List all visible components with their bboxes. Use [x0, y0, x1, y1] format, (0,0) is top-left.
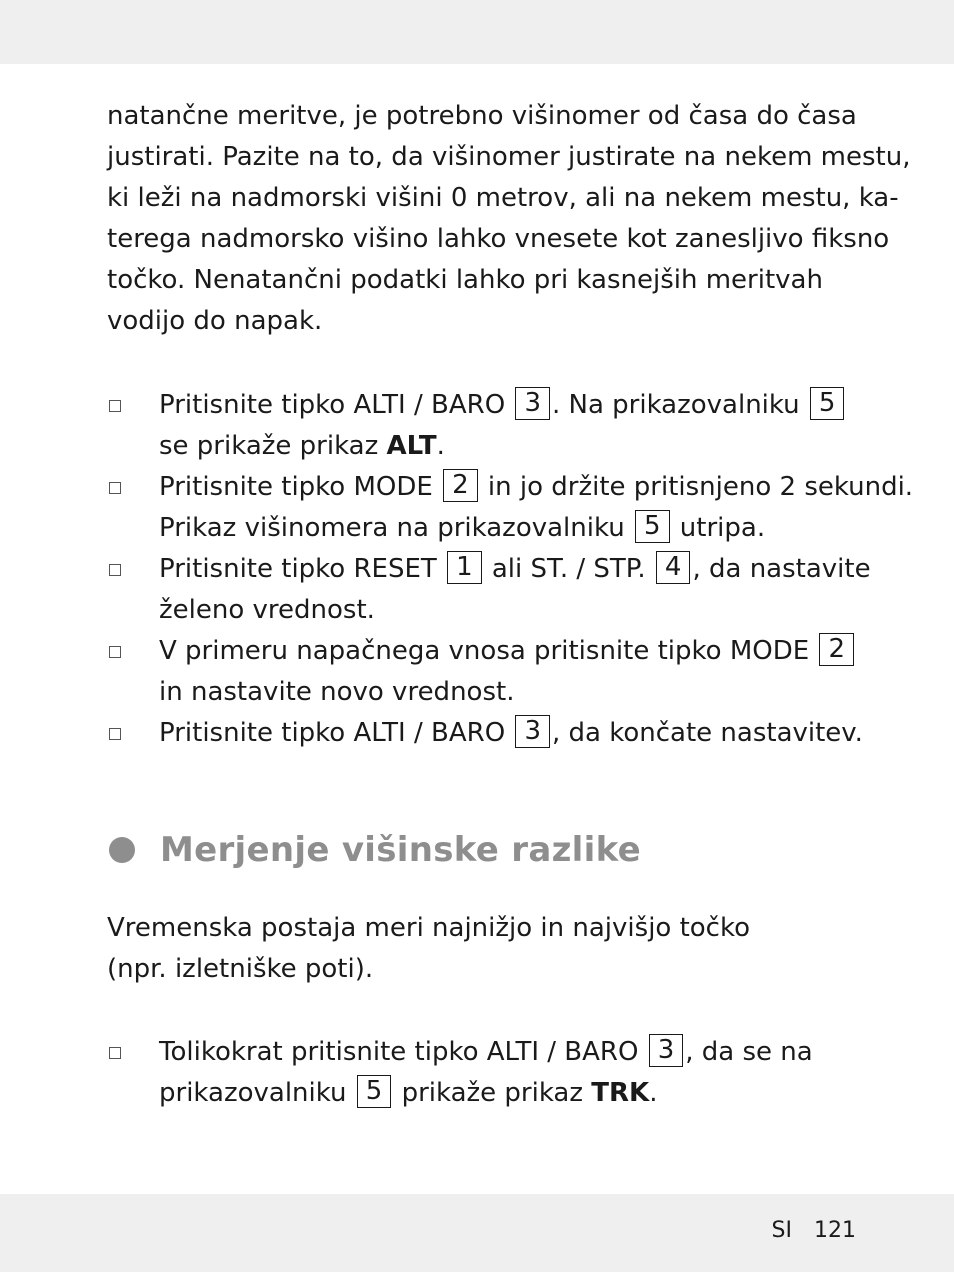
checkbox-bullet-icon — [109, 400, 121, 412]
section-heading — [107, 830, 877, 870]
instruction-step — [107, 631, 877, 713]
step-text: , da se na — [685, 1037, 813, 1067]
text-line: terega nadmorsko višino lahko vnesete kot zanesljivo fiksno — [107, 224, 890, 254]
ref-number: 3 — [649, 1034, 684, 1067]
step-text: , da končate nastavitev. — [551, 718, 863, 748]
ref-number: 3 — [515, 387, 550, 420]
section-intro — [107, 908, 877, 990]
step-text: in jo držite pritisnjeno 2 sekundi. — [487, 472, 914, 502]
intro-paragraph — [107, 96, 911, 342]
language-code: SI — [771, 1218, 792, 1243]
checkbox-bullet-icon — [109, 482, 121, 494]
step-text: Tolikokrat pritisnite tipko ALTI / BARO — [159, 1037, 639, 1067]
ref-number: 4 — [656, 551, 691, 584]
step-text: V primeru napačnega vnosa pritisnite tipko MODE — [159, 636, 810, 666]
step-text: Pritisnite tipko RESET — [159, 554, 437, 584]
step-text: ali ST. / STP. — [491, 554, 646, 584]
step-text: Prikaz višinomera na prikazovalniku — [159, 513, 625, 543]
step-text: . Na prikazovalniku — [551, 390, 800, 420]
display-code: ALT — [386, 431, 437, 461]
step-text: Pritisnite tipko ALTI / BARO — [159, 718, 506, 748]
step-text: Pritisnite tipko ALTI / BARO — [159, 390, 506, 420]
ref-number: 3 — [515, 715, 550, 748]
instruction-list — [107, 1032, 877, 1114]
instruction-step — [107, 713, 877, 754]
text-line: justirati. Pazite na to, da višinomer justirate na nekem mestu, — [107, 142, 911, 172]
step-text: . — [649, 1078, 658, 1108]
text-line: natančne meritve, je potrebno višinomer od časa do časa — [107, 101, 857, 131]
step-text: želeno vrednost. — [159, 595, 375, 625]
text-line: (npr. izletniške poti). — [107, 954, 374, 984]
instruction-step — [107, 467, 914, 549]
step-text: prikazovalniku — [159, 1078, 347, 1108]
step-text: se prikaže prikaz — [159, 431, 379, 461]
text-line: vodijo do napak. — [107, 306, 323, 336]
step-text: . — [436, 431, 445, 461]
section-title: Merjenje višinske razlike — [160, 830, 641, 870]
step-text: utripa. — [679, 513, 766, 543]
checkbox-bullet-icon — [109, 1047, 121, 1059]
page-content — [107, 96, 914, 1114]
instruction-step — [107, 385, 877, 467]
top-band — [0, 0, 954, 64]
ref-number: 5 — [357, 1075, 392, 1108]
step-text: , da nastavite — [692, 554, 871, 584]
instruction-list — [107, 385, 914, 754]
page-footer — [772, 1218, 856, 1243]
checkbox-bullet-icon — [109, 728, 121, 740]
page-number: 121 — [814, 1218, 856, 1243]
step-text: in nastavite novo vrednost. — [159, 677, 515, 707]
instruction-step — [107, 1032, 877, 1114]
text-line: Vremenska postaja meri najnižjo in najvišjo točko — [107, 913, 751, 943]
step-text: prikaže prikaz — [401, 1078, 584, 1108]
ref-number: 1 — [447, 551, 482, 584]
step-text: Pritisnite tipko MODE — [159, 472, 433, 502]
instruction-step — [107, 549, 877, 631]
checkbox-bullet-icon — [109, 564, 121, 576]
ref-number: 5 — [810, 387, 845, 420]
text-line: točko. Nenatančni podatki lahko pri kasnejših meritvah — [107, 265, 823, 295]
ref-number: 2 — [443, 469, 478, 502]
display-code: TRK — [591, 1078, 650, 1108]
ref-number: 2 — [819, 633, 854, 666]
bullet-dot-icon — [109, 837, 135, 863]
ref-number: 5 — [635, 510, 670, 543]
text-line: ki leži na nadmorski višini 0 metrov, ali na nekem mestu, ka- — [107, 183, 899, 213]
checkbox-bullet-icon — [109, 646, 121, 658]
